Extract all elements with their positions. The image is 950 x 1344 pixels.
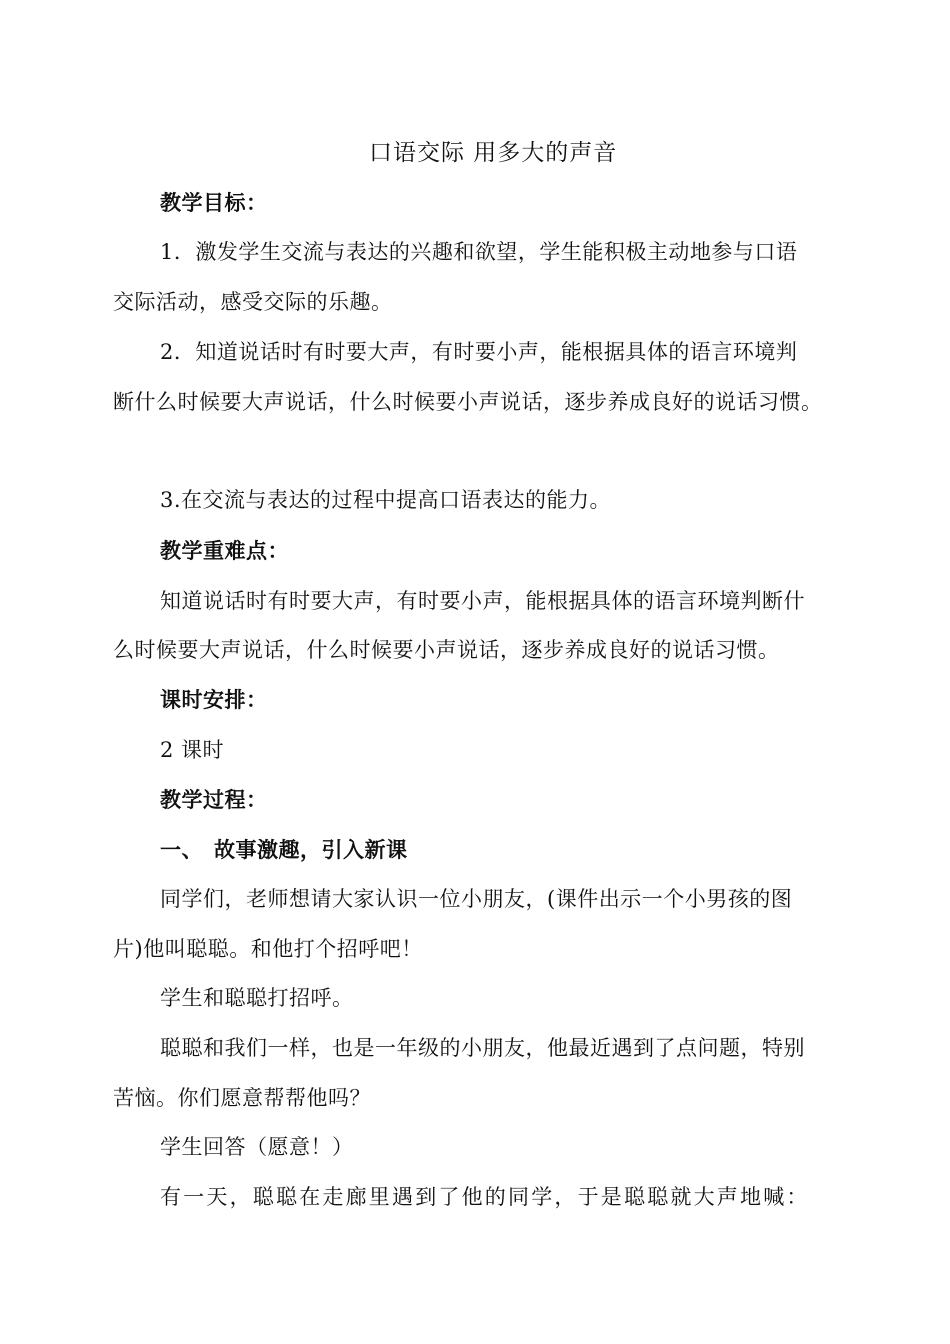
paragraph-1-line-2: 片)他叫聪聪。和他打个招呼吧！ [113, 937, 423, 961]
schedule-heading: 课时安排： [160, 688, 268, 712]
objectives-heading: 教学目标： [160, 191, 268, 215]
section-1-heading: 一、 故事激趣，引入新课 [160, 838, 408, 862]
objective-1-line-1: 1．激发学生交流与表达的兴趣和欲望，学生能积极主动地参与口语 [160, 240, 798, 264]
key-points-line-1: 知道说话时有时要大声，有时要小声，能根据具体的语言环境判断什 [160, 589, 805, 613]
paragraph-1-line-1: 同学们，老师想请大家认识一位小朋友，(课件出示一个小男孩的图 [160, 887, 793, 911]
objective-2-line-1: 2．知道说话时有时要大声，有时要小声，能根据具体的语言环境判 [160, 340, 798, 364]
key-points-heading: 教学重难点： [160, 539, 289, 563]
schedule-value: 2 课时 [160, 738, 225, 762]
paragraph-5: 有一天，聪聪在走廊里遇到了他的同学，于是聪聪就大声地喊： [160, 1185, 810, 1209]
objective-2-line-2: 断什么时候要大声说话，什么时候要小声说话，逐步养成良好的说话习惯。 [113, 390, 823, 414]
paragraph-2: 学生和聪聪打招呼。 [160, 986, 354, 1010]
page-title: 口语交际 用多大的声音 [369, 140, 618, 166]
process-heading: 教学过程： [160, 788, 268, 812]
paragraph-3-line-1: 聪聪和我们一样，也是一年级的小朋友，他最近遇到了点问题，特别 [160, 1036, 805, 1060]
paragraph-3-line-2: 苦恼。你们愿意帮帮他吗？ [113, 1086, 371, 1110]
key-points-line-2: 么时候要大声说话，什么时候要小声说话，逐步养成良好的说话习惯。 [113, 638, 780, 662]
objective-1-line-2: 交际活动，感受交际的乐趣。 [113, 290, 393, 314]
objective-3: 3.在交流与表达的过程中提高口语表达的能力。 [160, 488, 612, 512]
paragraph-4: 学生回答（愿意！） [160, 1135, 354, 1159]
